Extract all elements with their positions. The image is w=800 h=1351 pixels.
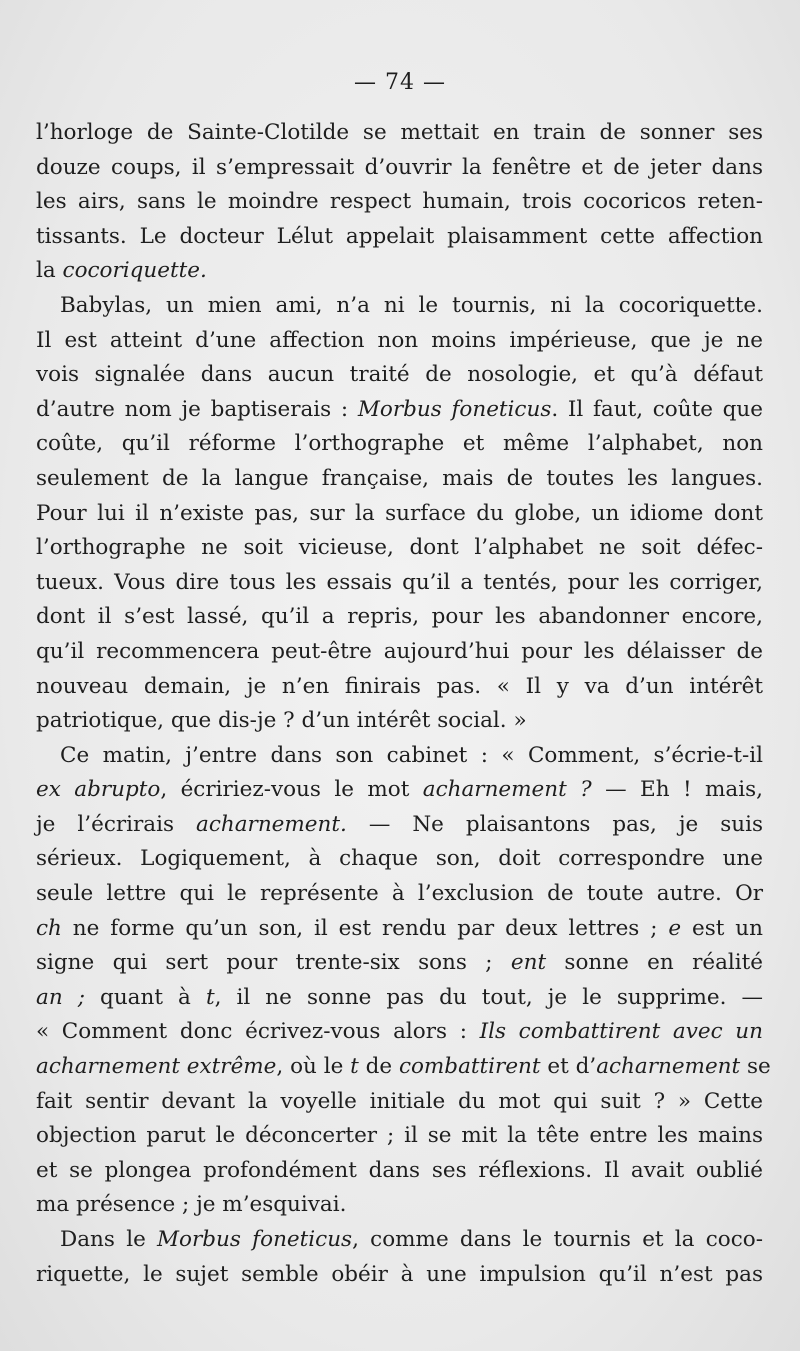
text-segment: je l’écrirais [36, 811, 197, 837]
italic-text: Morbus foneticus [357, 396, 552, 422]
text-segment: sonne en réalité [546, 950, 764, 976]
text-segment: , comme dans le tournis et la coco- [352, 1227, 763, 1252]
text-line [36, 497, 763, 532]
italic-text: an ; [36, 984, 85, 1010]
italic-text: acharnement. [196, 811, 347, 837]
text-line [36, 220, 763, 255]
text-line [36, 704, 763, 739]
text-segment: seule lettre qui le représente à l’exclusion de toute autre. Or [36, 881, 763, 907]
text-line [36, 116, 763, 151]
text-line [36, 462, 763, 497]
text-segment: d’autre nom je baptiserais : [36, 396, 358, 422]
text-line [36, 912, 763, 947]
text-segment: , il ne sonne pas du tout, je le supprime. — [214, 984, 763, 1010]
text-segment: est un [681, 915, 763, 941]
text-line [36, 1154, 763, 1189]
text-segment: les airs, sans le moindre respect humain, trois cocoricos reten- [36, 189, 763, 215]
italic-text: acharnement extrême [36, 1054, 277, 1080]
text-segment: , où le [276, 1054, 351, 1080]
text-segment: la [36, 258, 63, 284]
text-segment: l’orthographe ne soit vicieuse, dont l’alphabet ne soit défec- [36, 535, 763, 561]
italic-text: ch [36, 915, 62, 941]
text-segment: fait sentir devant la voyelle initiale du mot qui suit ? » Cette [36, 1088, 763, 1114]
text-segment: quant à [84, 984, 206, 1010]
text-line [36, 1223, 763, 1258]
text-line [36, 1258, 763, 1293]
text-line [36, 1015, 763, 1050]
text-line [36, 1188, 763, 1223]
text-line [36, 808, 763, 843]
page-number: — 74 — [354, 70, 446, 95]
text-line [36, 600, 763, 635]
text-line [36, 635, 763, 670]
text-segment: tissants. Le docteur Lélut appelait plaisamment cette affection [36, 223, 763, 249]
text-line [36, 358, 763, 393]
text-line [36, 842, 763, 877]
text-segment: qu’il recommencera peut-être aujourd’hui pour les délaisser de [36, 638, 763, 664]
text-segment: Ce matin, j’entre dans son cabinet : « Comment, s’écrie-t-il [60, 742, 763, 768]
body-text [36, 116, 771, 1292]
text-line [36, 566, 763, 601]
italic-text: ex abrupto [36, 777, 161, 803]
text-segment: patriotique, que dis-je ? d’un intérêt social. » [36, 708, 527, 734]
text-segment: objection parut le déconcerter ; il se mit la tête entre les mains [36, 1123, 763, 1149]
text-segment: nouveau demain, je n’en finirais pas. « Il y va d’un intérêt [36, 673, 763, 699]
text-line [36, 185, 763, 220]
text-segment: riquette, le sujet semble obéir à une impulsion qu’il n’est pas [36, 1261, 763, 1287]
text-line [36, 531, 763, 566]
text-segment: ma présence ; je m’esquivai. [36, 1192, 347, 1218]
text-segment: Il est atteint d’une affection non moins impérieuse, que je ne [36, 327, 763, 353]
text-segment: Dans le [60, 1227, 158, 1252]
text-line [36, 670, 763, 705]
italic-text: e [668, 915, 682, 941]
text-line [36, 289, 763, 324]
text-segment: seulement de la langue française, mais de toutes les langues. [36, 465, 763, 491]
text-line [36, 1050, 771, 1085]
text-line [36, 877, 763, 912]
text-segment: et d’ [540, 1054, 597, 1080]
text-line [36, 739, 763, 774]
italic-text: cocoriquette. [62, 258, 207, 284]
text-line [36, 773, 763, 808]
text-line [36, 981, 763, 1016]
text-segment: sérieux. Logiquement, à chaque son, doit correspondre une [36, 846, 763, 872]
text-line [36, 1119, 763, 1154]
text-segment: . Il faut, coûte que [551, 396, 764, 422]
italic-text: Morbus foneticus [157, 1227, 353, 1252]
text-segment: signe qui sert pour trente-six sons ; [36, 950, 511, 976]
text-segment: de [358, 1054, 399, 1080]
italic-text: ent [510, 950, 547, 976]
text-line [36, 151, 763, 186]
text-segment: vois signalée dans aucun traité de nosologie, et qu’à défaut [36, 362, 763, 388]
italic-text: acharnement ? [422, 777, 592, 803]
text-segment: et se plongea profondément dans ses réflexions. Il avait oublié [36, 1157, 763, 1183]
italic-text: Ils combattirent avec un [479, 1019, 763, 1045]
text-segment: Babylas, un mien ami, n’a ni le tournis, ni la cocoriquette. [60, 292, 763, 318]
text-line [36, 1085, 763, 1120]
text-line [36, 254, 763, 289]
text-segment: dont il s’est lassé, qu’il a repris, pour les abandonner encore, [36, 604, 763, 630]
italic-text: acharnement [596, 1054, 741, 1080]
text-line [36, 946, 763, 981]
text-segment: Pour lui il n’existe pas, sur la surface du globe, un idiome dont [36, 500, 763, 526]
text-segment: — Eh ! mais, [591, 777, 763, 803]
text-segment: ne forme qu’un son, il est rendu par deux lettres ; [61, 915, 669, 941]
text-segment: douze coups, il s’empressait d’ouvrir la fenêtre et de jeter dans [36, 154, 763, 180]
italic-text: t [205, 984, 215, 1010]
text-line [36, 324, 763, 359]
text-segment: — Ne plaisantons pas, je suis [346, 811, 763, 837]
text-line [36, 427, 763, 462]
italic-text: combattirent [398, 1054, 541, 1080]
text-segment: « Comment donc écrivez-vous alors : [36, 1019, 480, 1045]
text-segment: coûte, qu’il réforme l’orthographe et même l’alphabet, non [36, 431, 763, 457]
text-segment: , écririez-vous le mot [160, 777, 423, 803]
text-line [36, 393, 763, 428]
italic-text: t [350, 1054, 359, 1080]
text-segment: l’horloge de Sainte-Clotilde se mettait en train de sonner ses [36, 120, 763, 145]
text-segment: se [740, 1054, 771, 1080]
text-segment: tueux. Vous dire tous les essais qu’il a tentés, pour les corriger, [36, 569, 763, 595]
